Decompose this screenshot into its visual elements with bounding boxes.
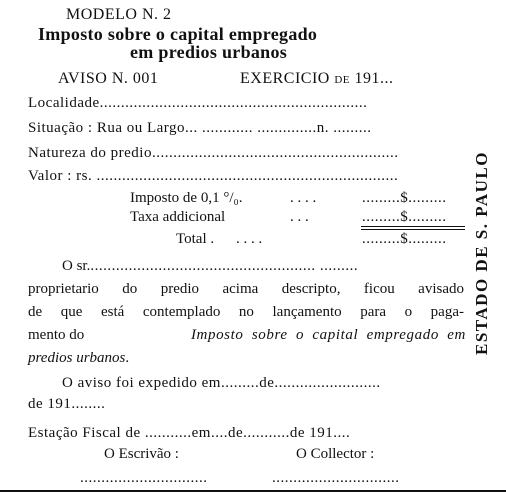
bottom-border-rule xyxy=(0,490,506,492)
owner-prefix: O sr. xyxy=(62,258,91,274)
total-leader: . . . . xyxy=(236,231,263,247)
fiscal-station: Estação Fiscal de ...........em....de...........de 191.... xyxy=(28,425,351,441)
total-label: Total . xyxy=(176,231,215,247)
total-amount: .........$......... xyxy=(362,231,447,247)
model-number: MODELO N. 2 xyxy=(66,6,172,23)
clerk-label: O Escrivão : xyxy=(104,446,179,462)
situation-field: Situação : Rua ou Largo... ............ ..............n. ......... xyxy=(28,120,372,136)
paragraph-line4-end: . xyxy=(125,350,130,366)
total-rule-top xyxy=(361,226,465,227)
paragraph-line3-italic: Imposto sobre o capital empregado em xyxy=(190,327,466,343)
building-nature-field: Natureza do predio.......................................................... xyxy=(28,145,399,161)
collector-signature-line: .............................. xyxy=(272,470,400,486)
side-state-text: ESTADO DE S. PAULO xyxy=(472,150,491,355)
additional-amount: .........$......... xyxy=(362,209,447,225)
owner-dots: ..................................................... ......... xyxy=(90,258,359,274)
paragraph-line3-start: mento do xyxy=(28,327,85,343)
form-title-line2: em predios urbanos xyxy=(130,42,288,62)
tax-amount: .........$......... xyxy=(362,190,447,206)
paragraph-line2: de que está contemplado no lançamento para o paga- xyxy=(28,304,464,320)
tax-label: Imposto de 0,1 °/₀. xyxy=(130,190,243,206)
additional-leader: . . . xyxy=(290,209,309,225)
tax-leader: . . . . xyxy=(290,190,317,206)
collector-label: O Collector : xyxy=(296,446,375,462)
paragraph-line4-italic: predios urbanos xyxy=(28,350,126,366)
dispatch-line2: de 191........ xyxy=(28,396,106,412)
side-state-label xyxy=(470,120,494,385)
clerk-signature-line: .............................. xyxy=(80,470,208,486)
paragraph-line4 xyxy=(28,350,129,367)
total-rule-bottom xyxy=(361,229,465,230)
owner-line xyxy=(62,258,358,275)
fiscal-year: EXERCICIO de 191... xyxy=(240,70,394,87)
notice-number: AVISO N. 001 xyxy=(58,70,159,87)
value-field: Valor : rs. ....................................................................... xyxy=(28,168,399,184)
dispatch-line1: O aviso foi expedido em.........de......................... xyxy=(62,375,381,391)
form-title-line1: Imposto sobre o capital empregado xyxy=(38,24,318,44)
paragraph-line1: proprietario do predio acima descripto, ficou avisado xyxy=(28,281,464,297)
paragraph-line3 xyxy=(28,327,466,344)
additional-label: Taxa addicional xyxy=(130,209,226,225)
locality-field: Localidade............................................................... xyxy=(28,95,368,111)
